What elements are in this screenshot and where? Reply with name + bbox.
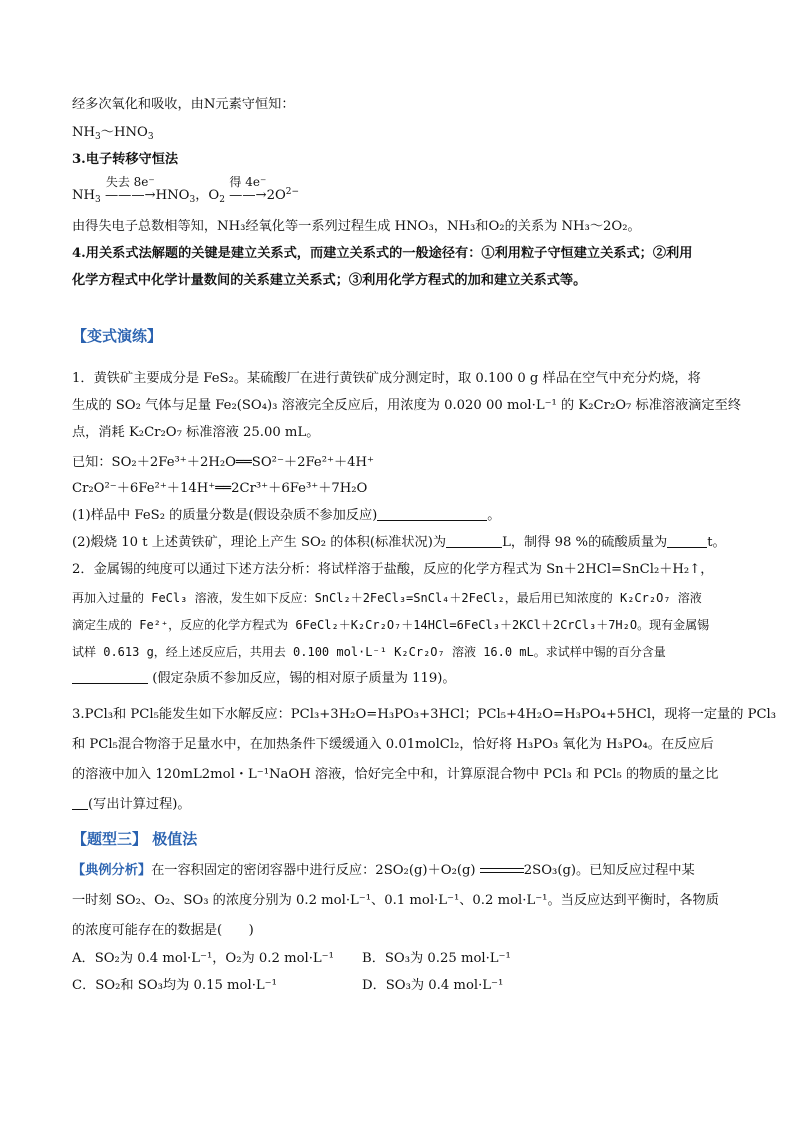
subscript: 3 [189, 195, 196, 205]
question-2-line: 试样 0.613 g，经上述反应后，共用去 0.100 mol·L⁻¹ K₂Cr₂O₇ 溶液 16.0 mL。求试样中锡的百分含量 [72, 645, 666, 659]
formula-part: ～HNO [100, 125, 148, 140]
option-a[interactable]: A．SO₂为 0.4 mol·L⁻¹，O₂为 0.2 mol·L⁻¹ [72, 951, 334, 966]
arrow-label: 失去 8e⁻ [105, 175, 155, 189]
sub-question [72, 534, 726, 552]
formula-part: NH [72, 125, 96, 140]
question-1-line: 1．黄铁矿主要成分是 FeS₂。某硫酸厂在进行黄铁矿成分测定时，取 0.100 0 g 样品在空气中充分灼烧，将 [72, 371, 701, 386]
answer-blank[interactable] [667, 534, 707, 548]
option-d[interactable]: D．SO₃为 0.4 mol·L⁻¹ [362, 978, 504, 993]
subscript: 3 [95, 195, 101, 205]
formula-part: HNO [155, 188, 190, 203]
example-line [72, 862, 695, 880]
section-title: 【题型三】 极值法 [72, 830, 198, 848]
subscript: 3 [95, 132, 101, 142]
question-2-line: 再加入过量的 FeCl₃ 溶液，发生如下反应：SnCl₂＋2FeCl₃=SnCl₄＋2FeCl₂，最后用已知浓度的 K₂Cr₂O₇ 溶液 [72, 591, 702, 605]
reaction-arrow [229, 175, 267, 205]
equation-line: Cr₂O²⁻＋6Fe²⁺＋14H⁺══2Cr³⁺＋6Fe³⁺＋7H₂O [72, 481, 368, 496]
question-2-line: 2．金属锡的纯度可以通过下述方法分析：将试样溶于盐酸，反应的化学方程式为 Sn＋2HCl=SnCl₂＋H₂↑， [72, 562, 714, 577]
question-3-line [72, 796, 191, 814]
question-text: 在一容积固定的密闭容器中进行反应：2SO₂(g)＋O₂(g) [151, 863, 476, 878]
sub-question [72, 507, 500, 525]
equation-line: 已知：SO₂＋2Fe³⁺＋2H₂O══SO²⁻＋2Fe²⁺＋4H⁺ [72, 455, 374, 470]
superscript: 2− [285, 187, 300, 197]
example-line: 一时刻 SO₂、O₂、SO₃ 的浓度分别为 0.2 mol·L⁻¹、0.1 mol·L⁻¹、0.2 mol·L⁻¹。当反应达到平衡时，各物质 [72, 893, 719, 908]
question-text: 。 [487, 508, 501, 523]
question-text: 2SO₃(g)。已知反应过程中某 [523, 863, 695, 878]
question-3-line: 3.PCl₃和 PCl₅能发生如下水解反应：PCl₃+3H₂O=H₃PO₃+3HCl；PCl₅+4H₂O=H₃PO₄+5HCl，现将一定量的 PCl₃ [72, 707, 777, 722]
relation-line [72, 124, 154, 146]
reaction-arrow [104, 175, 156, 205]
question-2-line: 滴定生成的 Fe²⁺，反应的化学方程式为 6FeCl₂＋K₂Cr₂O₇＋14HCl=6FeCl₃＋2KCl＋2CrCl₃＋7H₂O。现有金属锡 [72, 618, 710, 632]
bold-text-line: 4.用关系式法解题的关键是建立关系式，而建立关系式的一般途径有：①利用粒子守恒建立关系式；②利用 [72, 246, 693, 261]
subscript: 3 [147, 132, 154, 142]
subscript: 2 [219, 195, 225, 205]
section-title: 【变式演练】 [72, 327, 163, 345]
question-text: L，制得 98 %的硫酸质量为 [502, 535, 668, 550]
example-line: 的浓度可能存在的数据是( ) [72, 923, 254, 938]
answer-blank[interactable] [72, 670, 148, 684]
question-text: (假定杂质不参加反应，锡的相对原子质量为 119)。 [152, 671, 456, 686]
option-b[interactable]: B．SO₃为 0.25 mol·L⁻¹ [362, 951, 511, 966]
question-text: (2)煅烧 10 t 上述黄铁矿，理论上产生 SO₂ 的体积(标准状况)为 [72, 535, 447, 550]
formula-part: NH [72, 188, 96, 203]
equilibrium-arrow [480, 866, 524, 876]
question-2-line [72, 670, 456, 688]
answer-blank[interactable] [377, 507, 487, 521]
text-line: 经多次氧化和吸收，由N元素守恒知： [72, 97, 295, 112]
example-tag: 【典例分析】 [72, 863, 152, 878]
text-line: 由得失电子总数相等知，NH₃经氧化等一系列过程生成 HNO₃，NH₃和O₂的关系为 NH₃～2O₂。 [72, 219, 641, 234]
option-c[interactable]: C．SO₂和 SO₃均为 0.15 mol·L⁻¹ [72, 978, 277, 993]
electron-transfer-equation [72, 175, 300, 209]
bold-text-line: 化学方程式中化学计量数间的关系建立关系式；③利用化学方程式的加和建立关系式等。 [72, 273, 587, 288]
question-text: (写出计算过程)。 [88, 797, 191, 812]
arrow-label: 得 4e⁻ [229, 175, 267, 189]
method-heading: 3.电子转移守恒法 [72, 152, 179, 167]
question-1-line: 生成的 SO₂ 气体与足量 Fe₂(SO₄)₃ 溶液完全反应后，用浓度为 0.020 00 mol·L⁻¹ 的 K₂Cr₂O₇ 标准溶液滴定至终 [72, 398, 742, 413]
answer-blank[interactable] [446, 534, 502, 548]
arrow-glyph: ——→ [229, 188, 267, 203]
formula-part: 2O [266, 188, 286, 203]
question-text: t。 [707, 535, 726, 550]
formula-part: ，O [195, 188, 220, 203]
question-3-line: 的溶液中加入 120mL2mol・L⁻¹NaOH 溶液，恰好完全中和，计算原混合物中 PCl₃ 和 PCl₅ 的物质的量之比 [72, 767, 719, 782]
answer-blank[interactable] [72, 796, 88, 810]
question-3-line: 和 PCl₅混合物溶于足量水中，在加热条件下缓缓通入 0.01molCl₂，恰好将 H₃PO₃ 氧化为 H₃PO₄。在反应后 [72, 737, 714, 752]
question-1-line: 点，消耗 K₂Cr₂O₇ 标准溶液 25.00 mL。 [72, 425, 320, 440]
arrow-glyph: ———→ [104, 188, 156, 203]
question-text: (1)样品中 FeS₂ 的质量分数是(假设杂质不参加反应) [72, 508, 378, 523]
